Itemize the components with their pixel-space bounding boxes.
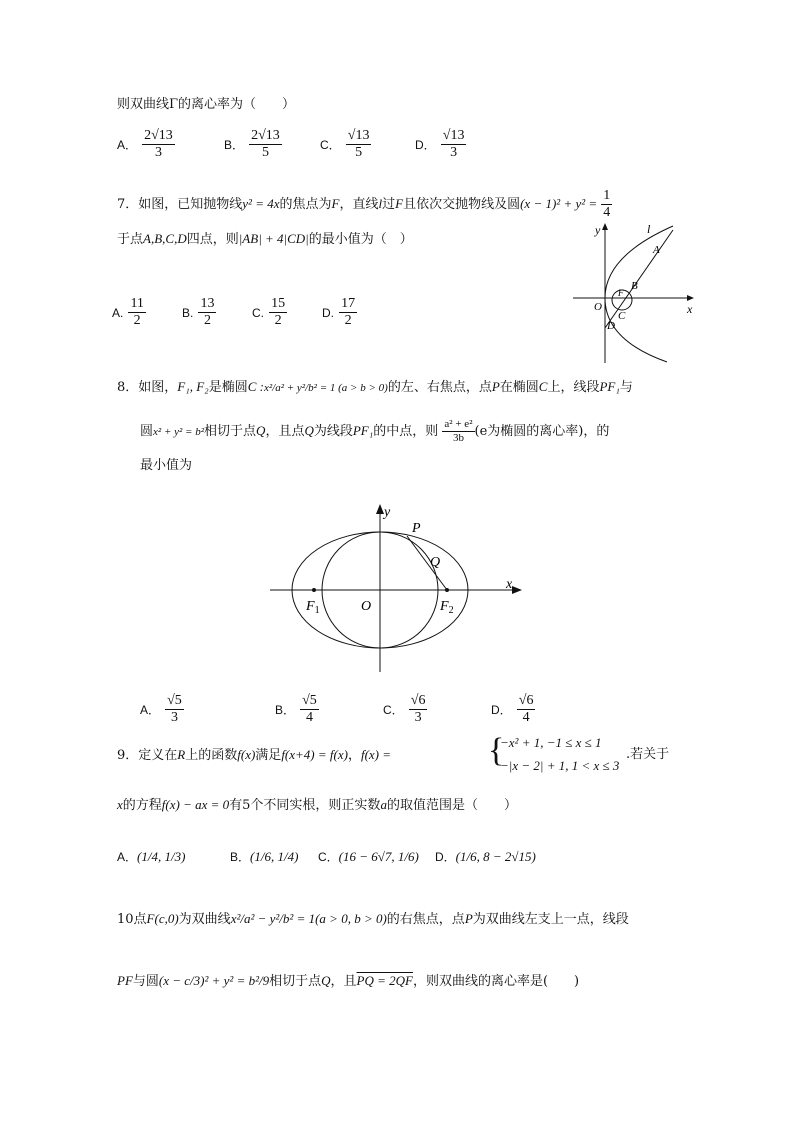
q10-math: PF bbox=[117, 973, 133, 988]
q6-option-d-label: D． bbox=[415, 138, 436, 152]
q7-line2 bbox=[117, 230, 413, 249]
q7-text: 于点 bbox=[117, 232, 144, 247]
q7-text: 过 bbox=[382, 197, 396, 212]
q9-math: a bbox=[380, 797, 387, 812]
q6-option-a[interactable] bbox=[117, 128, 175, 161]
q10-hyperbola-eq: x²/a² − y²/b² = 1(a > 0, b > 0) bbox=[230, 911, 387, 926]
q8-math: C bbox=[538, 379, 548, 394]
q10-line2 bbox=[117, 972, 579, 991]
q7-x-arrow-icon bbox=[687, 295, 694, 301]
q7-text: 且依次交抛物线及圆 bbox=[403, 197, 521, 212]
q8-option-c[interactable] bbox=[383, 693, 427, 726]
q8-math: PF₁ bbox=[352, 423, 374, 438]
q7-math: y² = 4x bbox=[242, 196, 280, 211]
q7-label-c: C bbox=[618, 310, 626, 322]
q9-case2: −|x − 2| + 1, 1 < x ≤ 3 bbox=[500, 758, 620, 773]
q7-option-b-den: 2 bbox=[203, 313, 211, 328]
q8-option-b-num: √5 bbox=[302, 693, 317, 708]
q8-math: Q bbox=[304, 423, 314, 438]
q7-option-c-den: 2 bbox=[274, 313, 282, 328]
q9-text: 有5个不同实根，则正实数 bbox=[229, 798, 381, 813]
q8-point-f1 bbox=[312, 588, 316, 592]
q10-text: 为双曲线左支上一点，线段 bbox=[472, 912, 629, 927]
q9-option-c[interactable] bbox=[318, 848, 419, 867]
q8-text: 上，线段 bbox=[547, 380, 600, 395]
q10-line1 bbox=[117, 910, 629, 929]
q7-option-c-label: C. bbox=[252, 306, 264, 320]
q8-y-arrow-icon bbox=[376, 504, 384, 514]
q8-math: PF₁ bbox=[599, 379, 620, 394]
q9-option-d-content: (1/6, 8 − 2√15) bbox=[455, 849, 536, 864]
q9-option-b-content: (1/6, 1/4) bbox=[250, 849, 299, 864]
q9-math: x bbox=[117, 797, 123, 812]
q9-text: 的方程 bbox=[122, 798, 162, 813]
q8-option-d-den: 4 bbox=[522, 710, 530, 725]
q6-option-b[interactable] bbox=[224, 128, 282, 161]
q8-text: (e为椭圆的离心率)，的 bbox=[474, 424, 610, 439]
q8-frac-num: a² + e² bbox=[444, 418, 473, 430]
q8-figure bbox=[262, 500, 532, 680]
q8-text: 在椭圆 bbox=[499, 380, 539, 395]
q10-math: F(c,0) bbox=[146, 911, 179, 926]
q8-text: 圆 bbox=[140, 424, 154, 439]
q8-math: C : bbox=[247, 379, 264, 394]
q7-option-a[interactable] bbox=[112, 296, 146, 329]
q9-text: 9．定义在 bbox=[117, 748, 178, 763]
q8-option-a-num: √5 bbox=[167, 693, 182, 708]
q8-line1 bbox=[117, 378, 633, 397]
q8-option-c-label: C． bbox=[383, 703, 404, 717]
q9-option-a-content: (1/4, 1/3) bbox=[137, 849, 186, 864]
q7-text: ，直线 bbox=[339, 197, 379, 212]
q9-text: 满足 bbox=[255, 748, 282, 763]
q7-math: l bbox=[378, 196, 383, 211]
q8-x-arrow-icon bbox=[512, 586, 522, 594]
q9-option-d[interactable] bbox=[435, 848, 536, 867]
q8-label-f2 bbox=[439, 599, 454, 616]
q6-option-b-num: 2√13 bbox=[251, 128, 280, 143]
q8-circle-eq: x² + y² = b² bbox=[153, 426, 205, 438]
q7-label-y: y bbox=[595, 223, 601, 237]
q7-label-b: B bbox=[631, 280, 638, 292]
q7-option-b-label: B. bbox=[182, 306, 194, 320]
q7-text: 7．如图，已知抛物线 bbox=[117, 197, 243, 212]
q8-label-f2-main: F bbox=[440, 599, 449, 614]
q7-label-a: A bbox=[653, 244, 660, 256]
q8-option-d-label: D． bbox=[491, 703, 512, 717]
q6-option-d-den: 3 bbox=[450, 145, 458, 160]
q9-text: 的取值范围是（ ） bbox=[386, 798, 517, 813]
q6-option-b-den: 5 bbox=[261, 145, 269, 160]
q10-text: 相切于点 bbox=[269, 974, 322, 989]
q8-label-f1 bbox=[305, 599, 320, 616]
q7-option-d-den: 2 bbox=[344, 313, 352, 328]
q8-option-b[interactable] bbox=[275, 693, 319, 726]
q8-text: 的左、右焦点，点 bbox=[387, 380, 492, 395]
q8-point-f2 bbox=[445, 588, 449, 592]
q8-option-a-label: A． bbox=[140, 703, 161, 717]
q8-option-c-num: √6 bbox=[410, 693, 426, 708]
q8-label-x: x bbox=[506, 577, 513, 592]
q8-text: 是椭圆 bbox=[208, 380, 248, 395]
q7-figure bbox=[565, 218, 695, 366]
q9-text: 上的函数 bbox=[185, 748, 238, 763]
q8-option-a-den: 3 bbox=[170, 710, 178, 725]
q8-option-c-den: 3 bbox=[414, 710, 422, 725]
q9-option-c-label: C． bbox=[318, 850, 339, 864]
q7-label-f: F bbox=[618, 288, 624, 298]
q9-text: ， bbox=[347, 748, 361, 763]
q10-text: 的右焦点，点 bbox=[386, 912, 465, 927]
q9-option-c-content: (16 − 6√7, 1/6) bbox=[338, 849, 419, 864]
q7-math: A,B,C,D bbox=[143, 231, 187, 246]
q8-text: ，且点 bbox=[265, 424, 305, 439]
q9-math: R bbox=[177, 747, 186, 762]
q7-label-d: D bbox=[607, 320, 615, 332]
q9-line1-tail: .若关于 bbox=[626, 747, 670, 762]
q8-label-f1-sub: 1 bbox=[314, 605, 320, 616]
q6-option-c-den: 5 bbox=[355, 145, 363, 160]
q7-line1 bbox=[117, 188, 612, 221]
q8-text: 8．如图， bbox=[117, 380, 178, 395]
q9-line2 bbox=[117, 796, 517, 815]
q7-option-d-num: 17 bbox=[341, 296, 356, 311]
q7-frac-den: 4 bbox=[603, 205, 611, 220]
q8-line3: 最小值为 bbox=[140, 458, 193, 473]
q8-option-a[interactable] bbox=[140, 693, 184, 726]
q8-segment-pf bbox=[407, 536, 447, 590]
q8-label-o: O bbox=[361, 599, 372, 614]
q6-option-a-den: 3 bbox=[154, 145, 162, 160]
q9-math: f(x+4) = f(x) bbox=[281, 747, 348, 762]
q8-ellipse-eq: x²/a² + y²/b² = 1 (a > b > 0) bbox=[263, 382, 388, 394]
q6-option-b-label: B． bbox=[224, 138, 245, 152]
q8-text: 与 bbox=[619, 380, 633, 395]
q10-text: ，且 bbox=[330, 974, 357, 989]
q9-option-d-label: D． bbox=[435, 850, 456, 864]
q8-label-f2-sub: 2 bbox=[448, 605, 454, 616]
q10-math: Q bbox=[321, 973, 331, 988]
q6-option-d[interactable] bbox=[415, 128, 466, 161]
q7-frac-num: 1 bbox=[603, 188, 611, 203]
q6-stem: 则双曲线Γ的离心率为（ ） bbox=[117, 97, 296, 112]
q8-option-b-label: B． bbox=[275, 703, 296, 717]
q6-option-d-num: √13 bbox=[442, 128, 465, 143]
q7-option-c-num: 15 bbox=[271, 296, 286, 311]
q9-brace-icon: { bbox=[488, 732, 505, 769]
q7-parabola bbox=[605, 226, 673, 362]
q9-option-a-label: A． bbox=[117, 850, 138, 864]
q8-text: 为线段 bbox=[313, 424, 353, 439]
q10-text: 为双曲线 bbox=[178, 912, 231, 927]
q8-math: F₁, F₂ bbox=[177, 379, 209, 394]
q8-label-p: P bbox=[412, 521, 421, 536]
q6-option-c-num: √13 bbox=[347, 128, 370, 143]
q7-option-a-label: A. bbox=[112, 306, 124, 320]
q9-math: f(x) − ax = 0 bbox=[161, 797, 230, 812]
q8-line2 bbox=[140, 418, 609, 445]
q8-label-q: Q bbox=[430, 555, 441, 570]
q8-text: 相切于点 bbox=[204, 424, 257, 439]
q6-option-a-label: A． bbox=[117, 138, 138, 152]
q8-label-f1-main: F bbox=[306, 599, 315, 614]
q9-math: f(x) = bbox=[360, 747, 392, 762]
q7-math: F bbox=[395, 196, 404, 211]
q7-text: 四点，则 bbox=[186, 232, 239, 247]
q10-math: P bbox=[464, 911, 473, 926]
q7-option-b-num: 13 bbox=[200, 296, 215, 311]
q10-text: 10点 bbox=[117, 912, 147, 927]
q9-line1 bbox=[117, 746, 391, 765]
q10-text: 与圆 bbox=[132, 974, 159, 989]
q6-option-a-num: 2√13 bbox=[144, 128, 173, 143]
q7-option-c[interactable] bbox=[252, 296, 287, 329]
q7-text: 的焦点为 bbox=[279, 197, 332, 212]
q7-circle-eq: (x − 1)² + y² = bbox=[520, 196, 598, 211]
q6-option-c[interactable] bbox=[320, 128, 371, 161]
q7-option-d[interactable] bbox=[322, 296, 357, 329]
q10-vector-eq: PQ = 2QF bbox=[356, 973, 413, 988]
q8-option-d-num: √6 bbox=[518, 693, 534, 708]
q7-option-d-label: D. bbox=[322, 306, 334, 320]
q7-option-a-den: 2 bbox=[133, 313, 141, 328]
q8-math: Q bbox=[256, 423, 266, 438]
q10-circle-eq: (x − c/3)² + y² = b²/9 bbox=[158, 973, 270, 988]
q10-text: ，则双曲线的离心率是( ) bbox=[412, 974, 580, 989]
q7-math: F bbox=[331, 196, 340, 211]
q9-option-b[interactable] bbox=[230, 848, 298, 867]
q7-math: |AB| + 4|CD| bbox=[238, 231, 309, 246]
q8-option-d[interactable] bbox=[491, 693, 535, 726]
q7-text: 的最小值为（ ） bbox=[308, 232, 413, 247]
q7-label-o: O bbox=[594, 301, 602, 313]
q8-label-y: y bbox=[384, 505, 391, 520]
q7-label-x: x bbox=[687, 302, 693, 316]
q6-option-c-label: C． bbox=[320, 138, 341, 152]
q7-option-a-num: 11 bbox=[130, 296, 144, 311]
q8-math: P bbox=[491, 379, 500, 394]
q8-option-b-den: 4 bbox=[305, 710, 313, 725]
q9-option-b-label: B． bbox=[230, 850, 251, 864]
q8-frac-den: 3b bbox=[452, 432, 464, 444]
q9-case1: −x² + 1, −1 ≤ x ≤ 1 bbox=[500, 735, 602, 750]
q7-label-l: l bbox=[647, 222, 651, 236]
q9-option-a[interactable] bbox=[117, 848, 185, 867]
q7-option-b[interactable] bbox=[182, 296, 216, 329]
q7-y-arrow-icon bbox=[602, 223, 608, 230]
q8-text: 的中点，则 bbox=[373, 424, 439, 439]
q9-math: f(x) bbox=[237, 747, 256, 762]
